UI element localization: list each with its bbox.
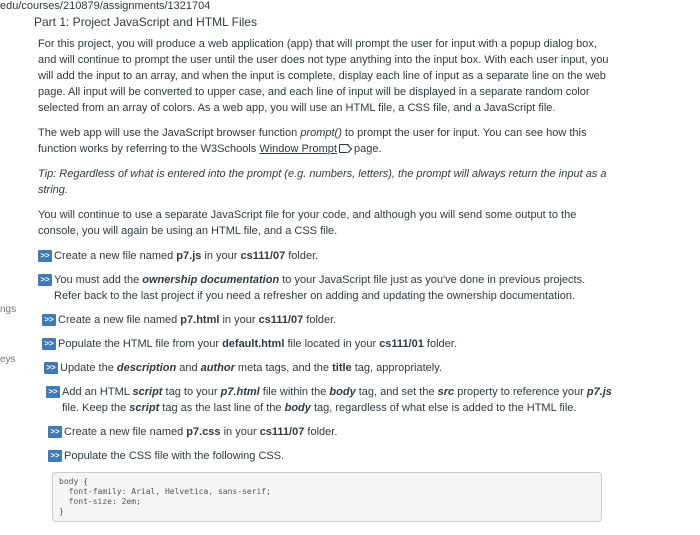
page-title: Part 1: Project JavaScript and HTML Files xyxy=(34,15,257,29)
prompt-paragraph: The web app will use the JavaScript browser function prompt() to prompt the user for input. You can see how this function works by referring to the W3Schools Window Prompt page. xyxy=(38,127,587,155)
step-arrow-icon: >> xyxy=(48,426,62,438)
continue-paragraph: You will continue to use a separate JavaScript file for your code, and although you will send some output to the console, you will again be using an HTML file, and a CSS file. xyxy=(38,209,577,237)
external-link-icon[interactable] xyxy=(339,144,349,153)
step-arrow-icon: >> xyxy=(44,362,58,374)
step-item: >> Populate the CSS file with the following CSS. xyxy=(48,448,694,464)
step-arrow-icon: >> xyxy=(46,386,60,398)
step-item: >> Create a new file named p7.js in your cs111/07 folder. xyxy=(38,248,694,264)
step-arrow-icon: >> xyxy=(38,274,52,286)
step-item: >> Create a new file named p7.css in your cs111/07 folder. xyxy=(48,424,694,440)
step-item: >> You must add the ownership documentation to your JavaScript file just as you've done in previous projects. Refer back to the last project if you need a refresher on adding and updating the ownership documentation. xyxy=(38,272,608,304)
intro-paragraph: For this project, you will produce a web application (app) that will prompt the user for input with a popup dialog box, and will continue to prompt the user until the user does not type anything into the input box. With each user input, you will add the input to an array, and when the input is complete, display each line of input as a separate line on the web page. All input will be converted to upper case, and each line of input will be displayed in a separate random color selected from an array of colors. As a web app, you will use an HTML file, a CSS file, and a JavaScript file. xyxy=(38,38,609,114)
nav-item-fragment[interactable]: ngs xyxy=(0,304,17,315)
css-code-block: body { font-family: Arial, Helvetica, sans-serif; font-size: 2em; } xyxy=(52,472,602,522)
left-nav xyxy=(0,0,20,535)
step-arrow-icon: >> xyxy=(48,450,62,462)
step-item: >> Update the description and author meta tags, and the title tag, appropriately. xyxy=(44,360,694,376)
step-item: >> Add an HTML script tag to your p7.html file within the body tag, and set the src property to reference your p7.js file. Keep the script tag as the last line of the body tag, regardless of what else is added to the HTML file. xyxy=(46,384,616,416)
step-arrow-icon: >> xyxy=(42,314,56,326)
step-arrow-icon: >> xyxy=(38,250,52,262)
step-item: >> Create a new file named p7.html in your cs111/07 folder. xyxy=(42,312,694,328)
url-text: edu/courses/210879/assignments/1321704 xyxy=(0,0,211,12)
tip-paragraph: Tip: Regardless of what is entered into the prompt (e.g. numbers, letters), the prompt will always return the input as a string. xyxy=(38,168,607,196)
step-item: >> Populate the HTML file from your default.html file located in your cs111/01 folder. xyxy=(42,336,694,352)
step-arrow-icon: >> xyxy=(42,338,56,350)
window-prompt-link[interactable]: Window Prompt xyxy=(259,143,337,155)
assignment-content xyxy=(34,14,694,522)
nav-item-fragment[interactable]: eys xyxy=(0,354,16,365)
